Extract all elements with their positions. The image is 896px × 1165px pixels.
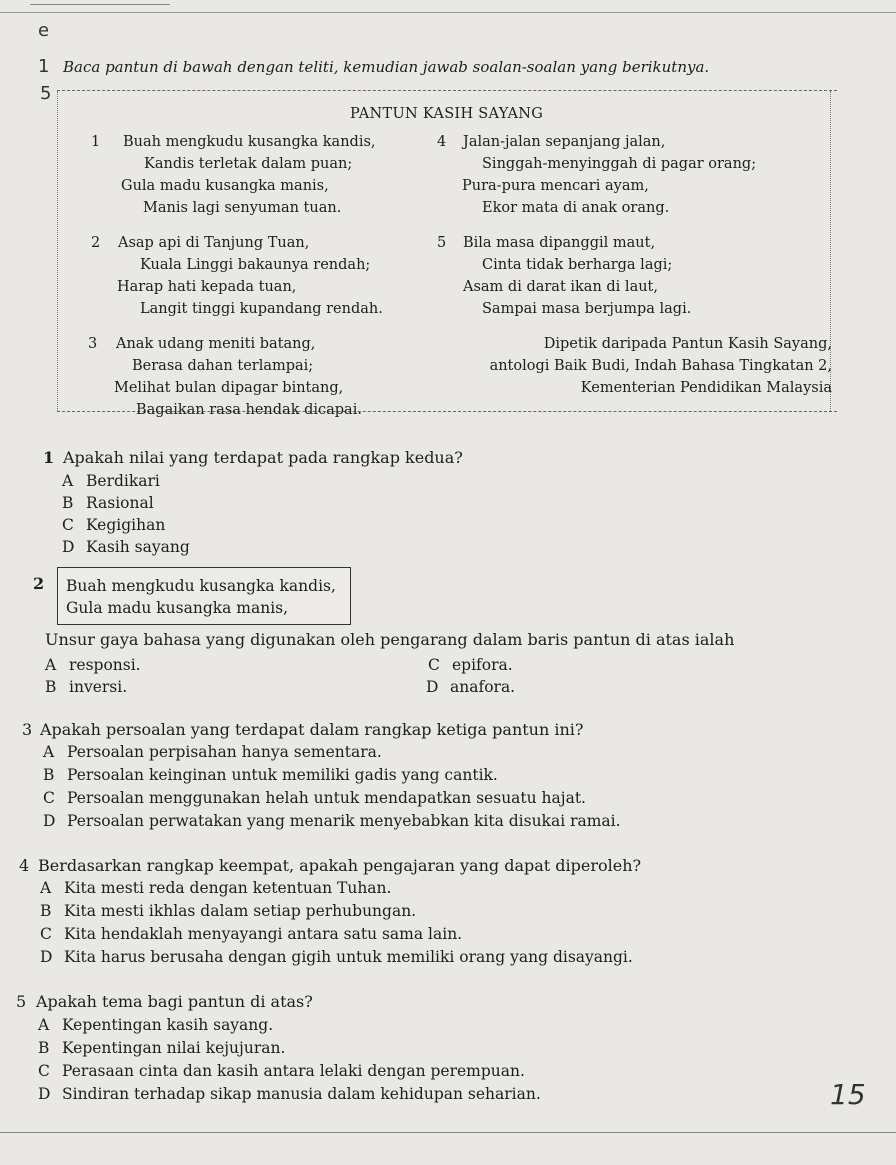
stanza-number: 1 xyxy=(91,134,101,150)
pantun-line: Manis lagi senyuman tuan. xyxy=(143,200,342,216)
top-tab xyxy=(30,4,170,5)
question-text: Unsur gaya bahasa yang digunakan oleh pengarang dalam baris pantun di atas ialah xyxy=(45,630,735,649)
option-c[interactable]: C Perasaan cinta dan kasih antara lelaki dengan perempuan. xyxy=(38,1062,525,1080)
pantun-line: Ekor mata di anak orang. xyxy=(482,200,670,216)
question-number: 1 xyxy=(43,448,55,467)
question-text: Berdasarkan rangkap keempat, apakah pengajaran yang dapat diperoleh? xyxy=(38,856,642,875)
pantun-line: Buah mengkudu kusangka kandis, xyxy=(123,134,376,150)
pantun-line: Jalan-jalan sepanjang jalan, xyxy=(463,134,666,150)
excerpt-line: Buah mengkudu kusangka kandis, xyxy=(66,577,336,595)
option-b[interactable]: B Rasional xyxy=(62,494,154,512)
margin-mark-5: 5 xyxy=(40,83,52,104)
question-text: Apakah tema bagi pantun di atas? xyxy=(36,992,313,1011)
question-text: Apakah nilai yang terdapat pada rangkap kedua? xyxy=(63,448,463,467)
option-b[interactable]: B inversi. xyxy=(45,678,128,696)
question-number: 5 xyxy=(16,992,27,1011)
option-b[interactable]: B Persoalan keinginan untuk memiliki gadis yang cantik. xyxy=(43,766,498,784)
pantun-line: Asap api di Tanjung Tuan, xyxy=(118,235,310,251)
page-number: 15 xyxy=(830,1078,866,1111)
question-text: Apakah persoalan yang terdapat dalam rangkap ketiga pantun ini? xyxy=(40,720,584,739)
option-d[interactable]: D Persoalan perwatakan yang menarik menyebabkan kita disukai ramai. xyxy=(43,812,621,830)
source-line: antologi Baik Budi, Indah Bahasa Tingkatan 2, xyxy=(489,358,832,374)
pantun-line: Cinta tidak berharga lagi; xyxy=(482,257,673,273)
top-rule xyxy=(0,12,896,13)
stanza-number: 2 xyxy=(91,235,101,251)
pantun-line: Melihat bulan dipagar bintang, xyxy=(114,380,344,396)
bottom-rule xyxy=(0,1132,896,1133)
pantun-line: Bagaikan rasa hendak dicapai. xyxy=(136,402,362,418)
option-d[interactable]: D Kita harus berusaha dengan gigih untuk memiliki orang yang disayangi. xyxy=(40,948,633,966)
pantun-line: Harap hati kepada tuan, xyxy=(117,279,297,295)
pantun-line: Sampai masa berjumpa lagi. xyxy=(482,301,692,317)
option-c[interactable]: C Persoalan menggunakan helah untuk mendapatkan sesuatu hajat. xyxy=(43,789,586,807)
option-a[interactable]: A Kepentingan kasih sayang. xyxy=(38,1016,274,1034)
pantun-line: Anak udang meniti batang, xyxy=(116,336,316,352)
option-b[interactable]: B Kita mesti ikhlas dalam setiap perhubungan. xyxy=(40,902,417,920)
pantun-line: Gula madu kusangka manis, xyxy=(121,178,329,194)
stanza-number: 5 xyxy=(437,235,447,251)
option-a[interactable]: A Persoalan perpisahan hanya sementara. xyxy=(43,743,382,761)
option-c[interactable]: C epifora. xyxy=(428,656,513,674)
pantun-title: PANTUN KASIH SAYANG xyxy=(350,106,544,122)
option-a[interactable]: A Berdikari xyxy=(62,472,160,490)
pantun-line: Kuala Linggi bakaunya rendah; xyxy=(140,257,371,273)
option-a[interactable]: A responsi. xyxy=(45,656,141,674)
margin-mark-1: 1 xyxy=(38,56,50,77)
pantun-line: Asam di darat ikan di laut, xyxy=(463,279,658,295)
question-number: 4 xyxy=(19,856,30,875)
stanza-number: 4 xyxy=(437,134,447,150)
margin-mark-e: e xyxy=(38,20,50,41)
option-d[interactable]: D Kasih sayang xyxy=(62,538,190,556)
option-a[interactable]: A Kita mesti reda dengan ketentuan Tuhan. xyxy=(40,879,392,897)
option-b[interactable]: B Kepentingan nilai kejujuran. xyxy=(38,1039,286,1057)
instruction: Baca pantun di bawah dengan teliti, kemudian jawab soalan-soalan yang berikutnya. xyxy=(63,58,710,76)
option-d[interactable]: D Sindiran terhadap sikap manusia dalam kehidupan seharian. xyxy=(38,1085,541,1103)
source-line: Dipetik daripada Pantun Kasih Sayang, xyxy=(543,336,832,352)
option-c[interactable]: C Kegigihan xyxy=(62,516,166,534)
pantun-line: Kandis terletak dalam puan; xyxy=(144,156,353,172)
pantun-line: Bila masa dipanggil maut, xyxy=(463,235,656,251)
excerpt-line: Gula madu kusangka manis, xyxy=(66,599,289,617)
option-d[interactable]: D anafora. xyxy=(426,678,516,696)
question-number: 3 xyxy=(22,720,33,739)
source-line: Kementerian Pendidikan Malaysia xyxy=(580,380,832,396)
pantun-line: Berasa dahan terlampai; xyxy=(132,358,314,374)
pantun-line: Singgah-menyinggah di pagar orang; xyxy=(482,156,757,172)
pantun-line: Pura-pura mencari ayam, xyxy=(462,178,649,194)
stanza-number: 3 xyxy=(88,336,98,352)
question-number: 2 xyxy=(33,574,45,593)
pantun-line: Langit tinggi kupandang rendah. xyxy=(140,301,383,317)
option-c[interactable]: C Kita hendaklah menyayangi antara satu sama lain. xyxy=(40,925,463,943)
